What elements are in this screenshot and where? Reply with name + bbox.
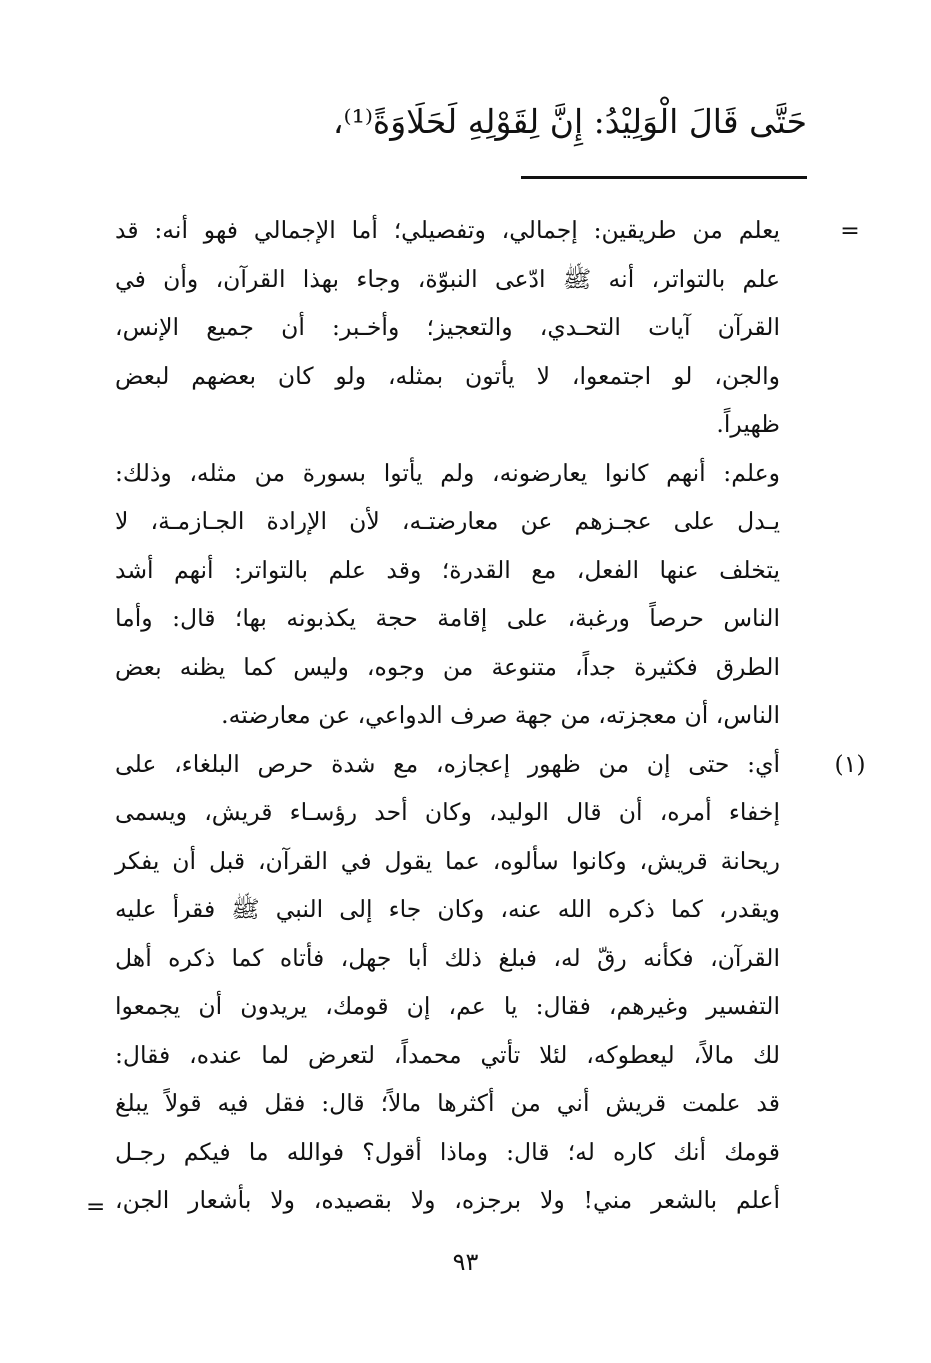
footnote-line: يتخلف عنها الفعل، مع القدرة؛ وقد علم بالتواتر: أنهم أشد — [115, 555, 780, 584]
footnote-line: القرآن آيات التحـدي، والتعجيز؛ وأخـبر: أن جميع الإنس، — [115, 313, 780, 341]
footnote-line: القرآن، فكأنه رقّ له، فبلغ ذلك أبا جهل، فأتاه كما ذكره أهل — [115, 943, 780, 972]
footnote-line: يعلم من طريقين: إجمالي، وتفصيلي؛ أما الإجمالي فهو أنه: قد — [115, 216, 780, 244]
footnote-separator-rule — [521, 176, 807, 179]
matn-verse-line: حَتَّى قَالَ الْوَلِيْدُ: إِنَّ لِقَوْلِهِ لَحَلَاوَةً⁽¹⁾، — [332, 102, 807, 141]
continued-footnote — [115, 206, 860, 740]
footnote-line: لك مالاً، ليعطوكه، لئلا تأتي محمداً، لتعرض لما عنده، فقال: — [115, 1040, 780, 1069]
footnote-line: قد علمت قريش أني من أكثرها مالاً؛ قال: فقل فيه قولاً يبلغ — [115, 1089, 780, 1117]
footnote-1 — [115, 740, 866, 1225]
footnote-line: يـدل على عجـزهم عن معارضتـه، لأن الإرادة الجـازمـة، لا — [115, 507, 780, 535]
continues-marker: = — [86, 1194, 106, 1220]
footnote-line: الناس، أن معجزته، من جهة صرف الدواعي، عن معارضته. — [221, 701, 780, 729]
footnote-line: الطرق فكثيرة جداً، متنوعة من وجوه، وليس كما يظنه بعض — [115, 652, 780, 681]
footnote-line: أعلم بالشعر مني! ولا برجزه، ولا بقصيده، ولا بأشعار الجن، — [115, 1186, 780, 1214]
footnote-line: الناس حرصاً ورغبة، على إقامة حجة يكذبونه بها؛ قال: وأما — [115, 604, 780, 632]
footnote-line: ريحانة قريش، وكانوا سألوه، عما يقول في القرآن، قبل أن يفكر — [115, 846, 780, 875]
footnote-line: والجن، لو اجتمعوا، لا يأتون بمثله، ولو كان بعضهم لبعض — [115, 361, 780, 390]
continuation-marker: = — [840, 216, 860, 244]
footnote-line: قومك أنك كاره له؛ قال: وماذا أقول؟ فوالله ما فيكم رجـل — [115, 1137, 780, 1166]
footnote-line: أي: حتى إن من ظهور إعجازه، مع شدة حرص البلغاء، على — [115, 749, 780, 778]
footnote-number: (١) — [834, 749, 866, 778]
footnote-line: وعلم: أنهم كانوا يعارضونه، ولم يأتوا بسورة من مثله، وذلك: — [115, 458, 780, 487]
page-number: ٩٣ — [452, 1248, 479, 1276]
footnote-line: التفسير وغيرهم، فقال: يا عم، إن قومك، يريدون أن يجمعوا — [115, 992, 780, 1020]
footnote-line: إخفاء أمره، أن قال الوليد، وكان أحد رؤسـاء قريش، ويسمى — [115, 798, 780, 826]
footnote-line: ظهيراً. — [716, 410, 780, 438]
footnotes-section — [115, 206, 866, 1225]
footnote-line: ويقدر، كما ذكره الله عنه، وكان جاء إلى النبي ﷺ فقرأ عليه — [115, 895, 780, 923]
footnote-line: علم بالتواتر، أنه ﷺ ادّعى النبوّة، وجاء بهذا القرآن، وأن في — [115, 264, 780, 293]
